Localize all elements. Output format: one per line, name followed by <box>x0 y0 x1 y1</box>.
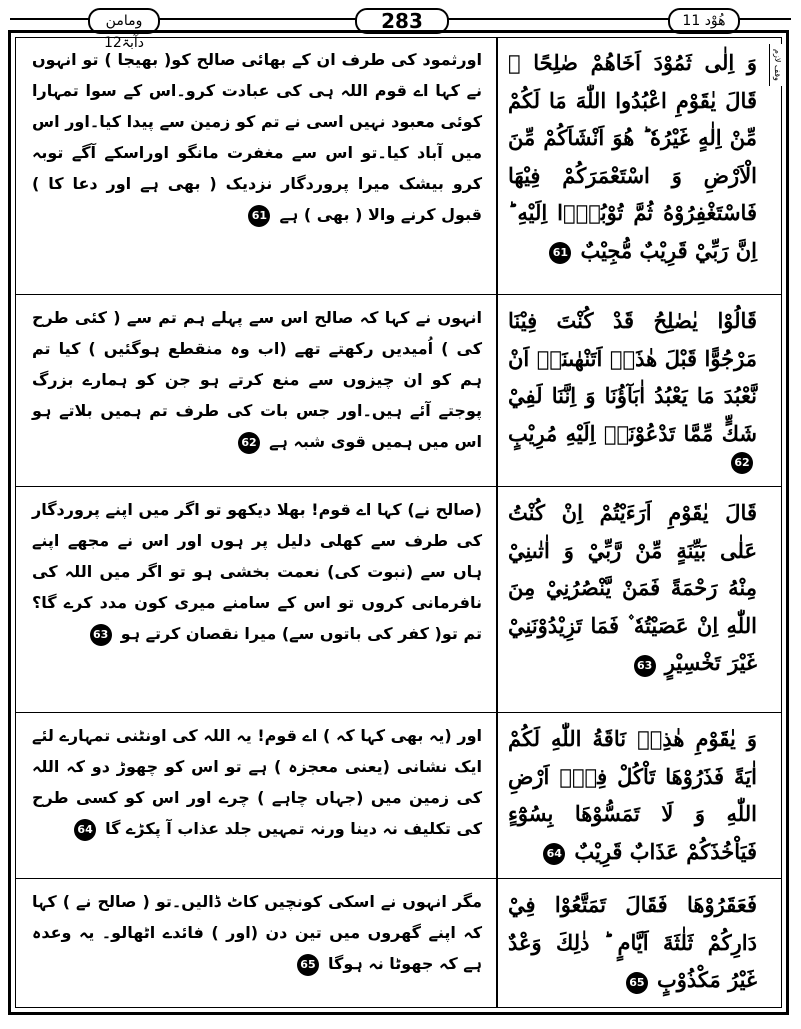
urdu-cell <box>22 296 492 486</box>
juz-label: ومامن دآبۃ12 <box>88 8 160 34</box>
verse-number-marker: 65 <box>626 972 648 994</box>
verse-number-marker: 62 <box>731 452 753 474</box>
urdu-cell <box>22 488 492 712</box>
margin-note: وقف لازم <box>769 44 782 86</box>
urdu-translation: اور (یہ بھی کہا کہ ) اے قوم! یہ اللہ کی اونٹنی تمہارے لئے ایک نشانی (یعنی معجزہ ) ہے تو اس کو چھوڑ دو کہ اللہ کی زمین میں (جہاں چاہے ) چرے اور اس کو کسی طرح کی تکلیف نہ دینا ورنہ تمہیں جلد عذاب آ پکڑے گا <box>32 726 483 838</box>
arabic-cell <box>498 296 767 486</box>
page-frame-inner <box>15 37 782 1008</box>
verse-row-65 <box>16 880 781 1008</box>
arabic-cell <box>498 714 767 878</box>
page-number: 283 <box>355 8 449 34</box>
verse-number-marker: 61 <box>549 242 571 264</box>
verse-row-63 <box>16 488 781 712</box>
arabic-cell <box>498 488 767 712</box>
row-separator <box>16 712 781 713</box>
arabic-verse: قَالَ يٰقَوْمِ اَرَءَيْتُمْ اِنْ كُنْتُ عَلٰى بَيِّنَةٍ مِّنْ رَّبِّيْ وَ اٰتٰىنِيْ مِنْهُ رَحْمَةً فَمَنْ يَّنْصُرُنِيْ مِنَ اللّٰهِ اِنْ عَصَيْتُهٗ ۫ فَمَا تَزِيْدُوْنَنِيْ غَيْرَ تَخْسِيْرٍ <box>508 500 757 675</box>
verse-row-62 <box>16 296 781 486</box>
urdu-translation: انہوں نے کہا کہ صالح اس سے پہلے ہم تم سے ( کئی طرح کی ) اُمیدیں رکھتے تھے (اب وہ منقطع ہوگئیں ) کیا تم ہم کو ان چیزوں سے منع کرتے ہو جن کو ہمارے بزرگ پوجتے آئے ہیں۔اور جس بات کی طرف تم ہمیں بلاتے ہو اس میں ہمیں قوی شبہ ہے <box>32 308 482 451</box>
row-separator <box>16 486 781 487</box>
arabic-cell <box>498 880 767 1008</box>
arabic-cell <box>498 38 767 294</box>
page-frame <box>8 30 789 1015</box>
verse-number-marker: 63 <box>90 624 112 646</box>
verse-number-marker: 62 <box>238 432 260 454</box>
arabic-verse: فَعَقَرُوْهَا فَقَالَ تَمَتَّعُوْا فِيْ دَارِكُمْ ثَلٰثَةَ اَيَّامٍ ؕ ذٰلِكَ وَعْدٌ غَيْرُ مَكْذُوْبٍ <box>508 892 757 992</box>
arabic-verse: قَالُوْا يٰصٰلِحُ قَدْ كُنْتَ فِيْنَا مَرْجُوًّا قَبْلَ هٰذَاۤ اَتَنْهٰىنَاۤ اَنْ نَّعْبُدَ مَا يَعْبُدُ اٰبَآؤُنَا وَ اِنَّنَا لَفِيْ شَكٍّ مِّمَّا تَدْعُوْنَاۤ اِلَيْهِ مُرِيْبٍ <box>508 308 757 446</box>
verse-row-64 <box>16 714 781 878</box>
urdu-cell <box>22 880 492 1008</box>
row-separator <box>16 878 781 879</box>
arabic-verse: وَ يٰقَوْمِ هٰذِهٖ نَاقَةُ اللّٰهِ لَكُمْ اٰيَةً فَذَرُوْهَا تَاْكُلْ فِيْۤ اَرْضِ اللّٰهِ وَ لَا تَمَسُّوْهَا بِسُوْٓءٍ فَيَاْخُذَكُمْ عَذَابٌ قَرِيْبٌ <box>508 726 757 864</box>
verse-number-marker: 64 <box>74 819 96 841</box>
urdu-translation: (صالح نے) کہا اے قوم! بھلا دیکھو تو اگر میں اپنے پروردگار کی طرف سے کھلی دلیل پر ہوں اور اس نے مجھے اپنے ہاں سے (نبوت کی) نعمت بخشی ہو تو اگر میں اللہ کی نافرمانی کروں تو اس کے سامنے میری کون مدد کرے گا؟ تم تو( کفر کی باتوں سے) میرا نقصان کرتے ہو <box>32 500 482 643</box>
urdu-cell <box>22 714 492 878</box>
urdu-translation: اورثمود کی طرف ان کے بھائی صالح کو( بھیجا ) تو انہوں نے کہا اے قوم اللہ ہی کی عبادت کرو۔اس کے سوا تمہارا کوئی معبود نہیں اسی نے تم کو زمین سے پیدا کیا۔اور اس میں آباد کیا۔تو اس سے مغفرت مانگو اوراسکے آگے توبہ کرو بیشک میرا پروردگار نزدیک ( بھی ہے اور دعا کا ) قبول کرنے والا ( بھی ) ہے <box>32 50 482 224</box>
arabic-verse: وَ اِلٰى ثَمُوْدَ اَخَاهُمْ صٰلِحًا ۘ قَالَ يٰقَوْمِ اعْبُدُوا اللّٰهَ مَا لَكُمْ مِّنْ اِلٰهٍ غَيْرُهٗ ؕ هُوَ اَنْشَاَكُمْ مِّنَ الْاَرْضِ وَ اسْتَعْمَرَكُمْ فِيْهَا فَاسْتَغْفِرُوْهُ ثُمَّ تُوْبُوْۤا اِلَيْهِ ؕ اِنَّ رَبِّيْ قَرِيْبٌ مُّجِيْبٌ <box>508 50 757 263</box>
verse-number-marker: 65 <box>297 954 319 976</box>
row-separator <box>16 294 781 295</box>
verse-number-marker: 63 <box>634 655 656 677</box>
urdu-translation: مگر انہوں نے اسکی کونچیں کاٹ ڈالیں۔تو ( صالح نے ) کہا کہ اپنے گھروں میں تین دن (اور ) فائدے اٹھالو۔ یہ وعدہ ہے کہ جھوٹا نہ ہوگا <box>32 892 482 973</box>
urdu-cell <box>22 38 492 294</box>
verse-number-marker: 64 <box>543 843 565 865</box>
surah-label: هُوْد 11 <box>668 8 740 34</box>
verse-number-marker: 61 <box>248 205 270 227</box>
verse-row-61 <box>16 38 781 294</box>
